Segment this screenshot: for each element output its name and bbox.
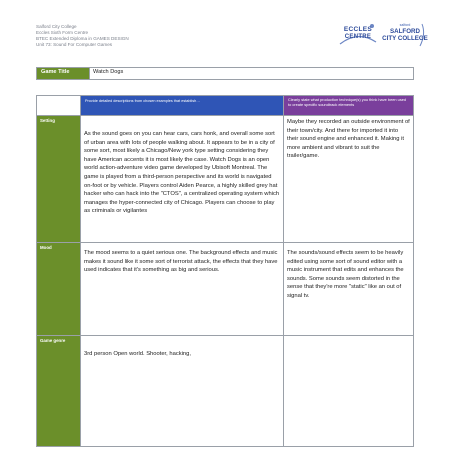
- mood-description[interactable]: The mood seems to a quiet serious one. The background effects and music makes it sound like it some sort of terrorist attack, the effects that they have used indicates that it's something as big and serious.: [81, 243, 284, 336]
- game-title-table: [36, 67, 414, 80]
- genre-description[interactable]: 3rd person Open world. Shooter, hacking,: [81, 336, 284, 447]
- salford-city-college-logo: [382, 20, 428, 50]
- logo-text: CENTRE: [344, 34, 372, 40]
- mood-technique[interactable]: The sounds/sound effects seem to be heavily edited using some sort of sound editor with a music instrument that edits and enhances the sounds. Some sounds seem distorted in the sense that they're more "static" like an out of signal tv.: [284, 243, 414, 336]
- logo-text: SALFORD: [390, 28, 420, 35]
- techniques-column-header: Clearly state what production technique(s) you think have been used to create specific soundtrack elements: [284, 96, 414, 116]
- document-header: [36, 24, 129, 48]
- row-label-game-genre: Game genre: [37, 336, 81, 447]
- header-blank-cell: [37, 96, 81, 116]
- table-row: [37, 243, 414, 336]
- college-logos: [336, 20, 428, 50]
- logo-text: [382, 35, 428, 42]
- descriptions-column-header: Provide detailed descriptions from chosen examples that establish…: [81, 96, 284, 116]
- eccles-centre-logo: [336, 20, 380, 50]
- header-line: Unit 73: Sound For Computer Games: [36, 42, 113, 47]
- logo-text: CITY: [382, 35, 397, 42]
- logo-text: ECCLES: [343, 26, 373, 33]
- table-header-row: [37, 96, 414, 116]
- logo-text: COLLEGE: [397, 35, 428, 42]
- setting-description[interactable]: As the sound goes on you can hear cars, cars honk, and overall some sort of urban area with lots of people walking about. It appears to be in a city of some sort, most likely a Chicago/New york type setting considering they have American accents it is most likely the case. Watch Dogs is an open world action-adventure video game developed by Ubisoft Montreal. The game is played from a third-person perspective and its world is navigated on-foot or by vehicle. Players control Aiden Pearce, a highly skilled grey hat hacker who can hack into the "CTOS", a centralized operating system which manages the hyper-connected city of Chicago. Players can choose to play as criminals or vigilantes: [81, 116, 284, 243]
- sound-analysis-table: [36, 95, 414, 447]
- game-title-value[interactable]: Watch Dogs: [90, 68, 414, 80]
- table-row: [37, 116, 414, 243]
- header-line: BTEC Extended Diploma in GAMES DESIGN: [36, 36, 129, 41]
- row-label-mood: Mood: [37, 243, 81, 336]
- table-row: [37, 336, 414, 447]
- header-line: Salford City College: [36, 24, 77, 29]
- setting-technique[interactable]: Maybe they recorded an outside environment of their town/city. And there for imported it into their sound engine and enhanced it. Making it more ambient and vibrant to suit the trailer/game.: [284, 116, 414, 243]
- genre-technique[interactable]: [284, 336, 414, 447]
- logo-text: salford: [399, 23, 411, 27]
- header-line: Eccles Sixth Form Centre: [36, 30, 89, 35]
- game-title-label: Game Title: [37, 68, 90, 80]
- row-label-setting: Setting: [37, 116, 81, 243]
